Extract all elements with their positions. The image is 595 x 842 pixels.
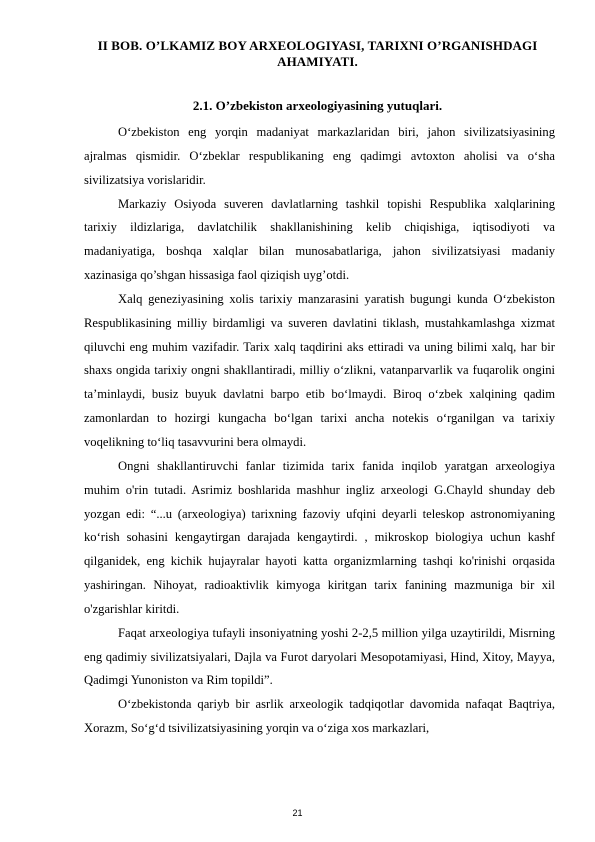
paragraph: Ongni shakllantiruvchi fanlar tizimida tarix fanida inqilob yaratgan arxeologiya muhim o'rin tutadi. Asrimiz boshlarida mashhur ingliz arxeologi G.Chayld shunday deb yozgan edi: “...u (arxeologiya) tarixning fazoviy ufqini deyarli teleskop astronomiyaning ko‘rish sohasini kengaytirgan darajada kengaytirdi. , mikroskop biologiya uchun kashf qilganidek, eng kichik hujayralar hayoti katta organizmlarning tashqi ko'rinishi orqasida yashiringan. Nihoyat, radioaktivlik kimyoga kiritgan tarix fanining mazmuniga bir xil o'zgarishlar kiritdi.: [84, 458, 555, 616]
paragraph: Xalq geneziyasining xolis tarixiy manzarasini yaratish bugungi kunda O‘zbekiston Respublikasining milliy birdamligi va suveren davlatini tiklash, mustahkamlashga xizmat qiluvchi eng muhim vazifadir. Tarix xalq taqdirini aks ettiradi va uning bilimi xalq, har bir shaxs ongida tarixiy ongni shakllantiradi, milliy o‘zlikni, vatanparvarlik va fuqarolik ongini ta’minlaydi, busiz buyuk davlatni barpo etib bo‘lmaydi. Biroq o‘zbek xalqining qadim zamonlardan to hozirgi kungacha bo‘lgan tarixi ancha notekis o‘rganilgan va tarixiy voqelikning to‘liq tasavvurini bera olmaydi.: [84, 291, 555, 449]
page-number: 21: [292, 808, 303, 818]
paragraph: O‘zbekistonda qariyb bir asrlik arxeologik tadqiqotlar davomida nafaqat Baqtriya, Xorazm, So‘g‘d tsivilizatsiyasining yorqin va o‘ziga xos markazlari,: [84, 697, 555, 736]
body-text: [84, 121, 555, 741]
paragraph: Markaziy Osiyoda suveren davlatlarning tashkil topishi Respublika xalqlarining tarixiy ildizlariga, davlatchilik shakllanishining kelib chiqishiga, iqtisodiyoti va madaniyatiga, boshqa xalqlar bilan munosabatlariga, jahon sivilizatsiyasi madaniy xazinasiga qo’shgan hissasiga faol qiziqish uyg’otdi.: [84, 196, 555, 283]
paragraph: O‘zbekiston eng yorqin madaniyat markazlaridan biri, jahon sivilizatsiyasining ajralmas qismidir. O‘zbeklar respublikaning eng qadimgi avtoxton aholisi va o‘sha sivilizatsiya vorislaridir.: [84, 125, 555, 187]
chapter-title: II BOB. O’LKAMIZ BOY ARXEOLOGIYASI, TARIXNI O’RGANISHDAGI AHAMIYATI.: [97, 38, 538, 69]
section-title: 2.1. O’zbekiston arxeologiyasining yutuqlari.: [192, 98, 443, 113]
paragraph: Faqat arxeologiya tufayli insoniyatning yoshi 2-2,5 million yilga uzaytirildi, Misrning eng qadimiy sivilizatsiyalari, Dajla va Furot daryolari Mesopotamiyasi, Hind, Xitoy, Mayya, Qadimgi Yunoniston va Rim topildi”.: [84, 625, 555, 688]
